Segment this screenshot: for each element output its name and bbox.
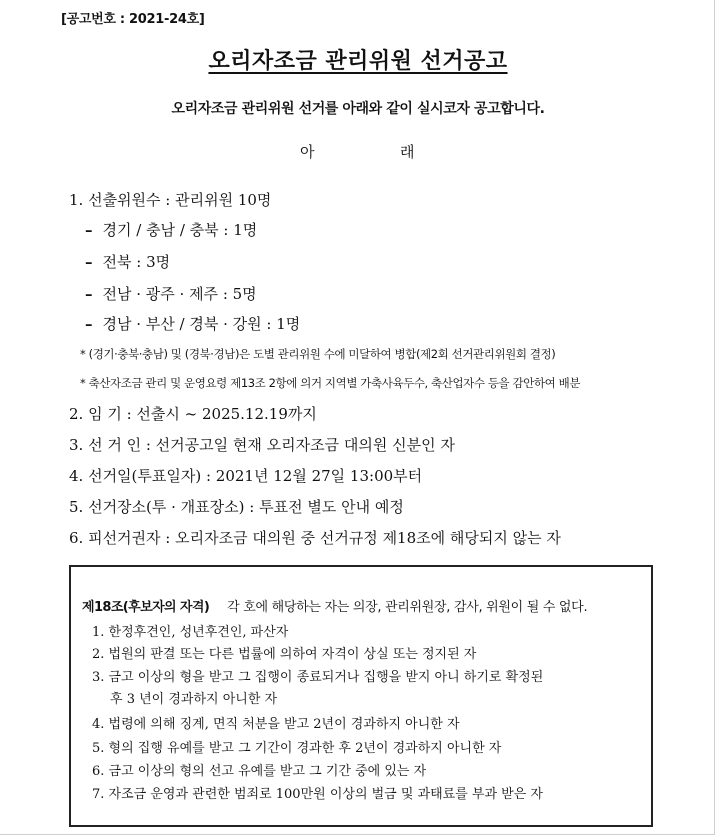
clause-item: 6. 금고 이상의 형의 선고 유예를 받고 그 기간 중에 있는 자 — [92, 764, 427, 779]
dash-marker: – — [85, 221, 93, 239]
dash-marker: – — [85, 315, 93, 333]
clause-item: 3. 금고 이상의 형을 받고 그 집행이 종료되거나 집행을 받지 아니 하기로 확정된 — [92, 670, 544, 685]
clause-item-continuation: 후 3 년이 경과하지 아니한 자 — [110, 692, 278, 707]
region-line-4 — [85, 313, 300, 334]
clause-item: 1. 한정후견인, 성년후견인, 파산자 — [92, 625, 289, 640]
region-line-2 — [85, 251, 170, 272]
region-line-3 — [85, 283, 257, 304]
region-text: 경기 / 충남 / 충북 : 1명 — [102, 221, 258, 239]
dash-marker: – — [85, 253, 93, 271]
item-2-term: 2. 임 기 : 선출시 ~ 2025.12.19까지 — [69, 405, 317, 423]
note-allocation: * 축산자조금 관리 및 운영요령 제13조 2항에 의거 지역별 가축사육두수, 축산업자수 등을 감안하여 배분 — [80, 376, 581, 390]
page-title — [0, 44, 716, 75]
item-3-voters: 3. 선 거 인 : 선거공고일 현재 오리자조금 대의원 신분인 자 — [69, 436, 455, 454]
clause-item: 4. 법령에 의해 징계, 면직 처분을 받고 2년이 경과하지 아니한 자 — [92, 717, 460, 732]
announcement-number: [공고번호 : 2021-24호] — [61, 12, 205, 27]
region-text: 전북 : 3명 — [102, 253, 171, 271]
subtitle: 오리자조금 관리위원 선거를 아래와 같이 실시코자 공고합니다. — [171, 101, 545, 117]
note-merge: * (경기·충북·충남) 및 (경북·경남)은 도별 관리위원 수에 미달하여 병합(제2회 선거관리위원회 결정) — [80, 347, 556, 361]
dash-marker: – — [85, 285, 93, 303]
article-title: 제18조(후보자의 자격) — [82, 600, 210, 615]
region-text: 경남 · 부산 / 경북 · 강원 : 1명 — [102, 315, 301, 333]
item-4-election-date: 4. 선거일(투표일자) : 2021년 12월 27일 13:00부터 — [69, 467, 423, 485]
region-text: 전남 · 광주 · 제주 : 5명 — [102, 285, 257, 303]
item-1-seats: 1. 선출위원수 : 관리위원 10명 — [69, 191, 272, 209]
article-heading-line — [82, 596, 587, 615]
below-heading-left: 아 — [300, 143, 315, 161]
clause-item: 2. 법원의 판결 또는 다른 법률에 의하여 자격이 상실 또는 정지된 자 — [92, 647, 477, 662]
page-title-text: 오리자조금 관리위원 선거공고 — [208, 49, 508, 74]
clause-item: 7. 자조금 운영과 관련한 범죄로 100만원 이상의 벌금 및 과태료를 부과 받은 자 — [92, 787, 543, 802]
region-line-1 — [85, 219, 257, 240]
item-6-eligible-candidates: 6. 피선거권자 : 오리자조금 대의원 중 선거규정 제18조에 해당되지 않는 자 — [69, 529, 561, 547]
article-description: 각 호에 해당하는 자는 의장, 관리위원장, 감사, 위원이 될 수 없다. — [227, 600, 588, 615]
below-heading-right: 래 — [400, 143, 415, 161]
item-5-location: 5. 선거장소(투 · 개표장소) : 투표전 별도 안내 예정 — [69, 498, 404, 516]
clause-item: 5. 형의 집행 유예를 받고 그 기간이 경과한 후 2년이 경과하지 아니한 자 — [92, 741, 502, 756]
